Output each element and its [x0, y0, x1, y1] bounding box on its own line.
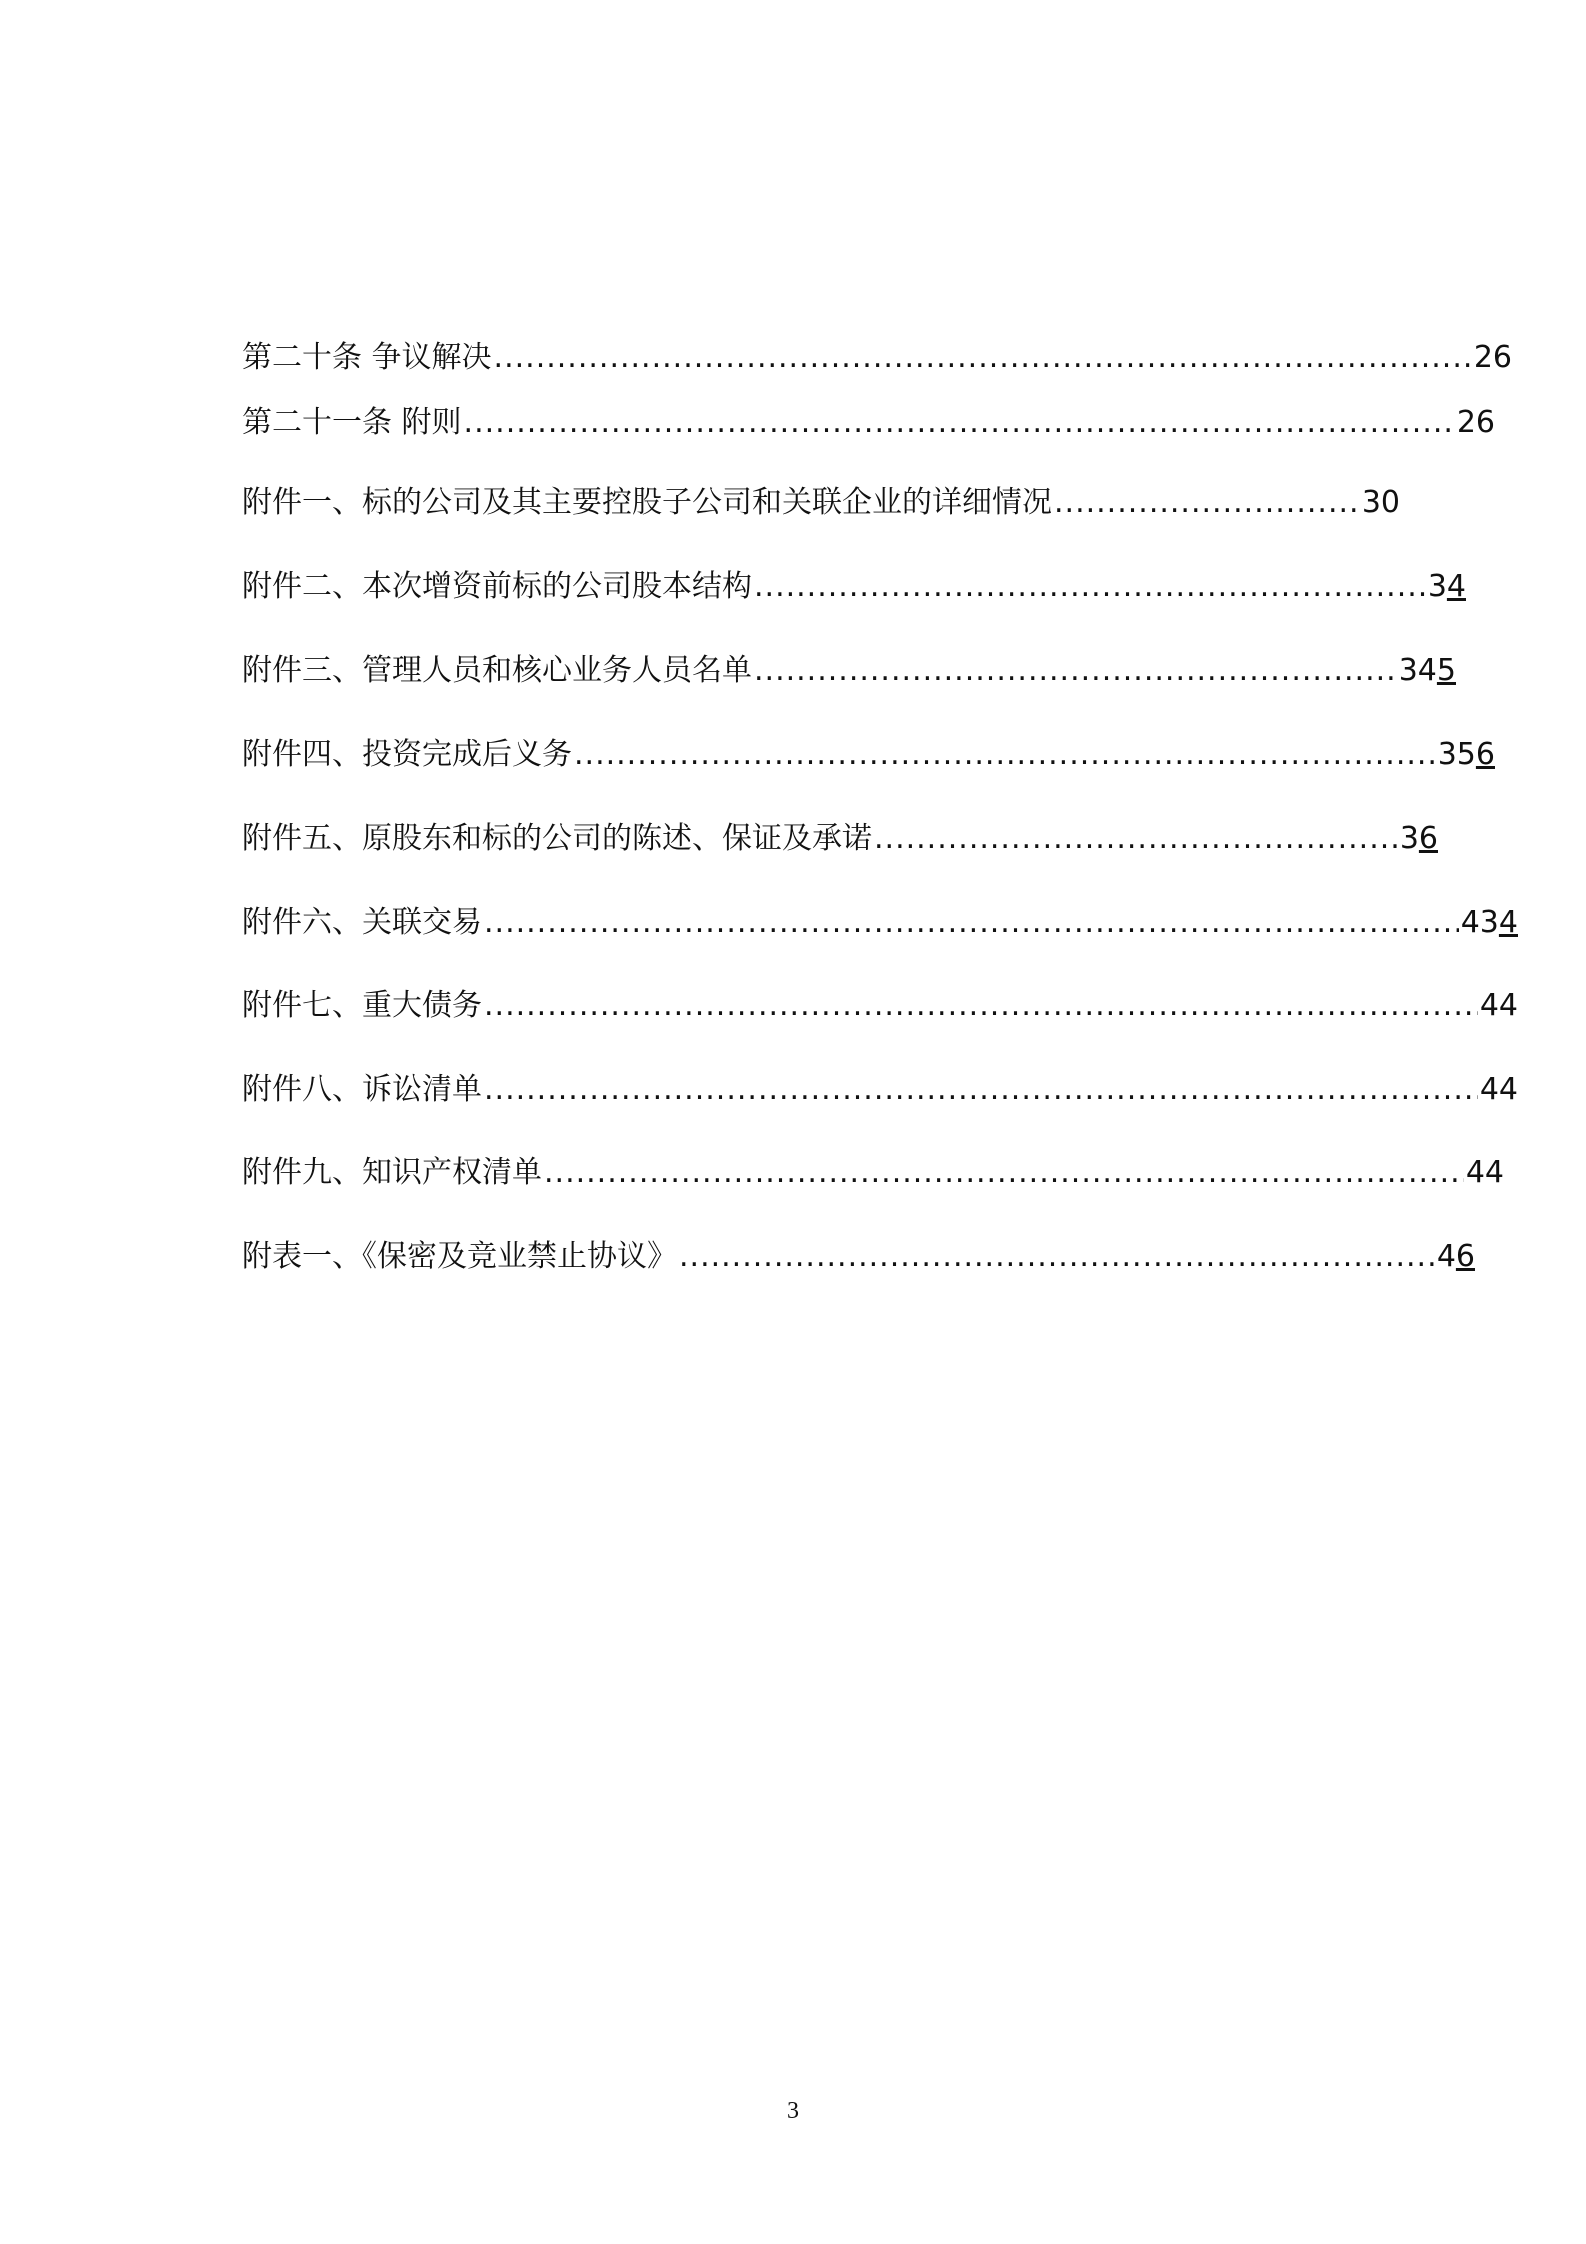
toc-entry[interactable] — [242, 333, 1512, 383]
toc-leader-dots — [484, 981, 1478, 1031]
toc-entry-page: 30 — [1361, 485, 1400, 520]
toc-entry-page: 345 — [1398, 653, 1456, 688]
toc-entry-page: 44 — [1465, 1155, 1504, 1190]
toc-leader-dots — [484, 898, 1459, 948]
toc-leader-dots — [574, 730, 1436, 780]
toc-entry-page: 46 — [1436, 1239, 1475, 1274]
toc-entry-title: 附件一、标的公司及其主要控股子公司和关联企业的详细情况 — [242, 485, 1052, 520]
toc-entry-title: 第二十条 争议解决 — [242, 340, 492, 375]
toc-entry-page: 434 — [1460, 905, 1518, 940]
toc-entry[interactable] — [242, 398, 1495, 448]
toc-entry-title: 第二十一条 附则 — [242, 405, 462, 440]
toc-entry[interactable] — [242, 478, 1400, 528]
page-number: 3 — [787, 2098, 799, 2124]
toc-leader-dots — [679, 1232, 1435, 1282]
toc-leader-dots — [874, 814, 1398, 864]
toc-entry-title: 附件二、本次增资前标的公司股本结构 — [242, 569, 752, 604]
toc-entry[interactable] — [242, 1065, 1518, 1115]
toc-entry-page: 34 — [1427, 569, 1466, 604]
toc-leader-dots — [484, 1065, 1478, 1115]
toc-entry-title: 附件六、关联交易 — [242, 905, 482, 940]
toc-entry-page: 26 — [1456, 405, 1495, 440]
toc-entry-title: 附件四、投资完成后义务 — [242, 737, 572, 772]
toc-entry-page: 356 — [1437, 737, 1495, 772]
toc-entry-page: 44 — [1479, 988, 1518, 1023]
toc-entry-page: 26 — [1473, 340, 1512, 375]
toc-entry-title: 附件七、重大债务 — [242, 988, 482, 1023]
toc-entry-title: 附件三、管理人员和核心业务人员名单 — [242, 653, 752, 688]
toc-leader-dots — [754, 646, 1397, 696]
toc-entry-title: 附件八、诉讼清单 — [242, 1072, 482, 1107]
toc-leader-dots — [1054, 478, 1360, 528]
toc-entry-title: 附表一、《保密及竞业禁止协议》 — [242, 1239, 677, 1274]
toc-entry[interactable] — [242, 646, 1456, 696]
toc-leader-dots — [754, 562, 1426, 612]
toc-leader-dots — [464, 398, 1455, 448]
toc-entry-title: 附件九、知识产权清单 — [242, 1155, 542, 1190]
toc-entry-page: 36 — [1399, 821, 1438, 856]
toc-entry[interactable] — [242, 1232, 1475, 1282]
toc-entry[interactable] — [242, 981, 1518, 1031]
toc-entry[interactable] — [242, 562, 1466, 612]
toc-leader-dots — [544, 1148, 1464, 1198]
toc-entry[interactable] — [242, 730, 1495, 780]
toc-entry[interactable] — [242, 814, 1438, 864]
toc-entry[interactable] — [242, 1148, 1504, 1198]
toc-entry-page: 44 — [1479, 1072, 1518, 1107]
toc-entry[interactable] — [242, 898, 1518, 948]
toc-leader-dots — [494, 333, 1472, 383]
toc-entry-title: 附件五、原股东和标的公司的陈述、保证及承诺 — [242, 821, 872, 856]
